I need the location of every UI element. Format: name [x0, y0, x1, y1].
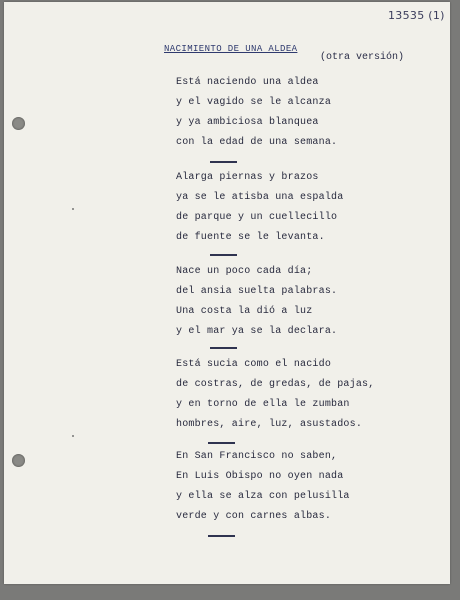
verse-line: En San Francisco no saben, [176, 451, 338, 462]
verse-line: con la edad de una semana. [176, 137, 338, 148]
stanza-2 [176, 168, 343, 248]
stanza-3 [176, 262, 337, 342]
stanza-separator [210, 161, 237, 163]
paper-mark [72, 435, 74, 437]
verse-line: En Luis Obispo no oyen nada [176, 471, 344, 482]
archive-reference-number: 13535 (1) [388, 9, 445, 22]
verse-line: verde y con carnes albas. [176, 511, 332, 522]
verse-line: Alarga piernas y brazos [176, 172, 319, 183]
stanza-1 [176, 73, 337, 153]
document-page [4, 2, 450, 584]
poem-title: NACIMIENTO DE UNA ALDEA [164, 44, 298, 54]
verse-line: ya se le atisba una espalda [176, 192, 344, 203]
verse-line: de fuente se le levanta. [176, 232, 325, 243]
verse-line: del ansia suelta palabras. [176, 286, 338, 297]
stanza-4 [176, 355, 374, 435]
verse-line: y ella se alza con pelusilla [176, 491, 350, 502]
stanza-separator [208, 535, 235, 537]
verse-line: y el vagido se le alcanza [176, 97, 332, 108]
stanza-separator [210, 254, 237, 256]
verse-line: Está sucia como el nacido [176, 359, 332, 370]
poem-subtitle: (otra versión) [320, 52, 405, 63]
verse-line: y en torno de ella le zumban [176, 399, 350, 410]
verse-line: Está naciendo una aldea [176, 77, 319, 88]
verse-line: de parque y un cuellecillo [176, 212, 338, 223]
paper-mark [72, 208, 74, 210]
verse-line: Una costa la dió a luz [176, 306, 313, 317]
stanza-separator [210, 347, 237, 349]
stanza-5 [176, 447, 350, 527]
verse-line: hombres, aire, luz, asustados. [176, 419, 363, 430]
verse-line: de costras, de gredas, de pajas, [176, 379, 375, 390]
punch-hole-bottom [12, 454, 25, 467]
verse-line: Nace un poco cada día; [176, 266, 313, 277]
punch-hole-top [12, 117, 25, 130]
verse-line: y ya ambiciosa blanquea [176, 117, 319, 128]
stanza-separator [208, 442, 235, 444]
verse-line: y el mar ya se la declara. [176, 326, 338, 337]
